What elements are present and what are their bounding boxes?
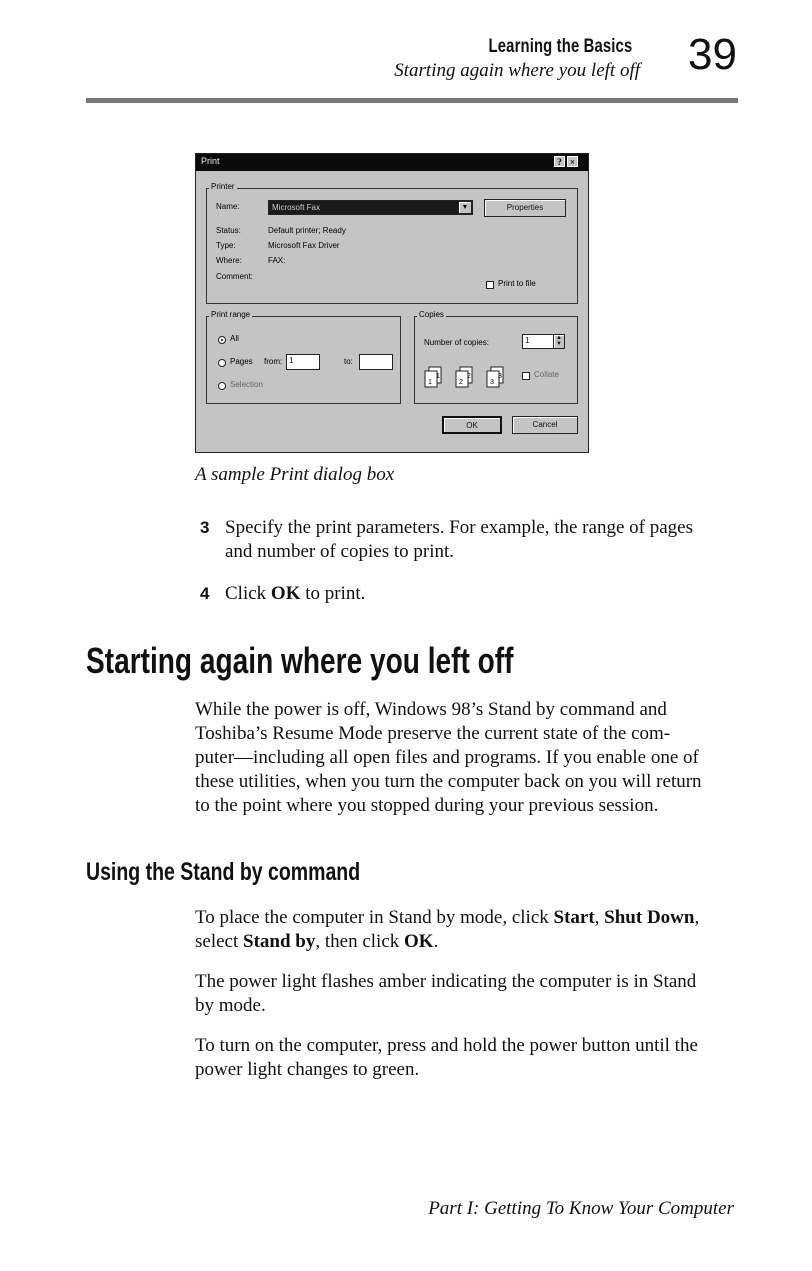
- section-paragraph: [195, 698, 702, 818]
- to-input[interactable]: [359, 354, 393, 370]
- copies-spinner-icon[interactable]: ▲ ▼: [553, 334, 565, 349]
- print-range-label: Print range: [211, 310, 251, 319]
- standby-paragraph-1: [195, 906, 699, 954]
- subheading: Using the Stand by command: [86, 858, 361, 886]
- copies-label: Number of copies:: [424, 338, 489, 347]
- type-value: Microsoft Fax Driver: [268, 241, 340, 250]
- section-para-line: While the power is off, Windows 98’s Stand by command and: [195, 699, 667, 720]
- svg-text:3: 3: [490, 379, 494, 386]
- selection-radio[interactable]: [218, 382, 226, 390]
- step-3-text: [225, 516, 693, 564]
- standby-paragraph-3: [195, 1034, 698, 1082]
- section-para-line: Toshiba’s Resume Mode preserve the current state of the com-: [195, 723, 671, 744]
- standby-paragraph-2: [195, 970, 696, 1018]
- pages-radio[interactable]: [218, 359, 226, 367]
- to-label: to:: [344, 357, 353, 366]
- para1-then: , then click: [315, 931, 405, 952]
- para1-standby: Stand by: [243, 931, 316, 952]
- running-footer: Part I: Getting To Know Your Computer: [428, 1198, 734, 1219]
- copies-group-label: Copies: [419, 310, 444, 319]
- step-4-pre: Click: [225, 583, 271, 604]
- svg-text:2: 2: [467, 373, 471, 380]
- dialog-titlebar: [196, 154, 588, 171]
- running-header-subsection: Starting again where you left off: [394, 60, 640, 81]
- collate-label: Collate: [534, 370, 559, 379]
- para1-period: .: [433, 931, 439, 952]
- step-number-4: 4: [200, 584, 210, 603]
- name-label: Name:: [216, 202, 240, 211]
- comment-label: Comment:: [216, 272, 253, 281]
- para1-start: Start: [553, 907, 595, 928]
- all-label: All: [230, 334, 239, 343]
- section-para-line: puter—including all open files and programs. If you enable one of: [195, 747, 699, 768]
- pages-label: Pages: [230, 357, 253, 366]
- all-radio[interactable]: [218, 336, 226, 344]
- para1-text: To place the computer in Stand by mode, click: [195, 907, 554, 928]
- where-value: FAX:: [268, 256, 286, 265]
- type-label: Type:: [216, 241, 236, 250]
- para3-line: power light changes to green.: [195, 1059, 420, 1080]
- printer-name-select[interactable]: Microsoft Fax: [268, 200, 473, 215]
- svg-text:3: 3: [498, 373, 502, 380]
- close-button[interactable]: ×: [567, 156, 578, 167]
- svg-text:1: 1: [436, 373, 440, 380]
- copies-group: [414, 316, 578, 404]
- ok-button[interactable]: OK: [442, 416, 502, 434]
- section-para-line: these utilities, when you turn the computer back on you will return: [195, 771, 702, 792]
- status-label: Status:: [216, 226, 241, 235]
- from-label: from:: [264, 357, 283, 366]
- properties-button[interactable]: Properties: [484, 199, 566, 217]
- cancel-button[interactable]: Cancel: [512, 416, 578, 434]
- print-to-file-label: Print to file: [498, 279, 536, 288]
- collate-checkbox[interactable]: [522, 372, 530, 380]
- status-value: Default printer; Ready: [268, 226, 346, 235]
- para1-comma: ,: [594, 907, 605, 928]
- page-number: 39: [688, 30, 737, 79]
- svg-text:1: 1: [428, 379, 432, 386]
- step-3-line-1: Specify the print parameters. For example, the range of pages: [225, 517, 693, 538]
- para2-line: The power light flashes amber indicating the computer is in Stand: [195, 971, 697, 992]
- copies-input[interactable]: 1: [522, 334, 554, 349]
- step-3-line-2: and number of copies to print.: [225, 541, 455, 562]
- para1-line-1: [195, 906, 699, 930]
- figure-caption: A sample Print dialog box: [195, 464, 395, 485]
- collate-pages-icon: [424, 366, 514, 388]
- header-rule: [86, 98, 738, 103]
- para1-trail: ,: [694, 907, 700, 928]
- selection-label: Selection: [230, 380, 263, 389]
- para1-line-2: [195, 930, 699, 954]
- step-4-text: [225, 582, 365, 606]
- para3-line: To turn on the computer, press and hold the power button until the: [195, 1035, 698, 1056]
- from-input[interactable]: 1: [286, 354, 320, 370]
- print-dialog: [195, 153, 589, 453]
- printer-group-label: Printer: [211, 182, 235, 191]
- step-4-post: to print.: [300, 583, 366, 604]
- para1-ok: OK: [404, 931, 434, 952]
- step-4-ok: OK: [270, 583, 301, 604]
- section-para-line: to the point where you stopped during your previous session.: [195, 795, 659, 816]
- running-header-section: Learning the Basics: [488, 36, 632, 57]
- section-heading: Starting again where you left off: [86, 640, 514, 681]
- para2-line: by mode.: [195, 995, 266, 1016]
- help-button[interactable]: ?: [554, 156, 565, 167]
- svg-text:2: 2: [459, 379, 463, 386]
- dialog-title: Print: [201, 156, 220, 166]
- where-label: Where:: [216, 256, 242, 265]
- dropdown-arrow-icon[interactable]: ▼: [458, 201, 472, 214]
- print-to-file-checkbox[interactable]: [486, 281, 494, 289]
- step-number-3: 3: [200, 518, 210, 537]
- para1-shutdown: Shut Down: [604, 907, 695, 928]
- para1-select: select: [195, 931, 244, 952]
